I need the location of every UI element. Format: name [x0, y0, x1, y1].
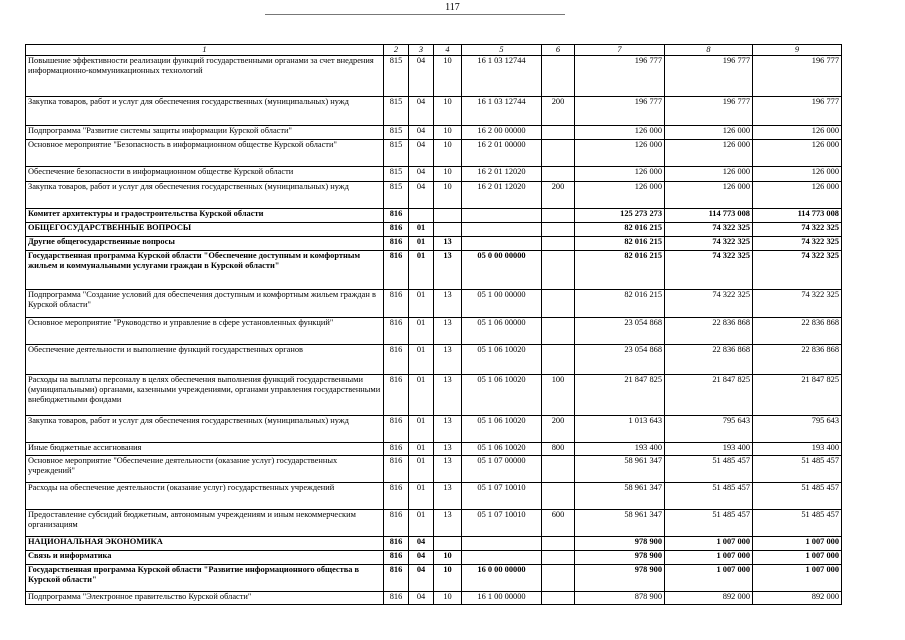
target-article-code: 05 1 06 10020: [462, 375, 542, 416]
section-code: 04: [409, 56, 434, 97]
amount-year-2: 126 000: [665, 126, 753, 140]
amount-year-1: 126 000: [575, 182, 665, 209]
ministry-code: 816: [384, 237, 409, 251]
table-row: [26, 318, 842, 345]
table-row: [26, 290, 842, 318]
ministry-code: 816: [384, 416, 409, 443]
expense-type-code: [542, 483, 575, 510]
amount-year-2: 196 777: [665, 97, 753, 126]
target-article-code: [462, 237, 542, 251]
table-row: [26, 416, 842, 443]
expense-type-code: [542, 251, 575, 290]
amount-year-2: 22 836 868: [665, 318, 753, 345]
amount-year-2: 22 836 868: [665, 345, 753, 375]
section-code: 01: [409, 510, 434, 537]
amount-year-1: 82 016 215: [575, 223, 665, 237]
amount-year-2: 51 485 457: [665, 510, 753, 537]
section-code: 04: [409, 140, 434, 167]
target-article-code: 05 1 07 10010: [462, 483, 542, 510]
amount-year-2: 74 322 325: [665, 223, 753, 237]
table-row: [26, 456, 842, 483]
amount-year-1: 82 016 215: [575, 237, 665, 251]
amount-year-2: 51 485 457: [665, 483, 753, 510]
table-row: [26, 565, 842, 592]
ministry-code: 815: [384, 167, 409, 182]
row-name: Расходы на выплаты персоналу в целях обеспечения выполнения функций государственными (муниципальными) органами, казенными учреждениями, органами управления государственными внебюджетными фондами: [26, 375, 384, 416]
row-name: Подпрограмма "Электронное правительство Курской области": [26, 592, 384, 605]
amount-year-2: 74 322 325: [665, 251, 753, 290]
section-code: 01: [409, 443, 434, 456]
target-article-code: 16 2 01 00000: [462, 140, 542, 167]
section-code: 01: [409, 318, 434, 345]
row-name: Связь и информатика: [26, 551, 384, 565]
subsection-code: 13: [434, 416, 462, 443]
row-name: Подпрограмма "Создание условий для обеспечения доступным и комфортным жильем граждан в Курской области": [26, 290, 384, 318]
amount-year-3: 196 777: [753, 97, 842, 126]
expense-type-code: [542, 126, 575, 140]
amount-year-3: 74 322 325: [753, 251, 842, 290]
subsection-code: [434, 537, 462, 551]
column-number-5: 5: [462, 45, 542, 56]
table-row: [26, 251, 842, 290]
ministry-code: 815: [384, 140, 409, 167]
expense-type-code: [542, 456, 575, 483]
table-row: [26, 483, 842, 510]
subsection-code: [434, 209, 462, 223]
amount-year-3: 126 000: [753, 140, 842, 167]
subsection-code: 10: [434, 565, 462, 592]
ministry-code: 816: [384, 565, 409, 592]
amount-year-1: 1 013 643: [575, 416, 665, 443]
section-code: 04: [409, 182, 434, 209]
row-name: Основное мероприятие "Безопасность в информационном обществе Курской области": [26, 140, 384, 167]
subsection-code: 13: [434, 237, 462, 251]
row-name: Подпрограмма "Развитие системы защиты информации Курской области": [26, 126, 384, 140]
section-code: 01: [409, 375, 434, 416]
amount-year-1: 21 847 825: [575, 375, 665, 416]
column-number-8: 8: [665, 45, 753, 56]
row-name: Комитет архитектуры и градостроительства Курской области: [26, 209, 384, 223]
row-name: Предоставление субсидий бюджетным, автономным учреждениям и иным некоммерческим организациям: [26, 510, 384, 537]
target-article-code: [462, 537, 542, 551]
row-name: Другие общегосударственные вопросы: [26, 237, 384, 251]
ministry-code: 816: [384, 209, 409, 223]
subsection-code: 10: [434, 551, 462, 565]
subsection-code: 13: [434, 318, 462, 345]
section-code: 01: [409, 456, 434, 483]
amount-year-2: 126 000: [665, 182, 753, 209]
table-row: [26, 97, 842, 126]
amount-year-1: 126 000: [575, 140, 665, 167]
target-article-code: 16 1 00 00000: [462, 592, 542, 605]
row-name: Закупка товаров, работ и услуг для обеспечения государственных (муниципальных) нужд: [26, 416, 384, 443]
ministry-code: 816: [384, 537, 409, 551]
target-article-code: 05 0 00 00000: [462, 251, 542, 290]
amount-year-1: 82 016 215: [575, 290, 665, 318]
amount-year-2: 795 643: [665, 416, 753, 443]
section-code: 01: [409, 483, 434, 510]
expense-type-code: [542, 565, 575, 592]
amount-year-3: 126 000: [753, 182, 842, 209]
subsection-code: 13: [434, 483, 462, 510]
ministry-code: 816: [384, 375, 409, 416]
target-article-code: 05 1 07 10010: [462, 510, 542, 537]
expense-type-code: [542, 318, 575, 345]
budget-table: [25, 44, 842, 605]
expense-type-code: [542, 56, 575, 97]
amount-year-2: 892 000: [665, 592, 753, 605]
subsection-code: 10: [434, 140, 462, 167]
section-code: 04: [409, 97, 434, 126]
amount-year-3: 22 836 868: [753, 318, 842, 345]
target-article-code: 16 0 00 00000: [462, 565, 542, 592]
table-row: [26, 345, 842, 375]
section-code: [409, 209, 434, 223]
ministry-code: 815: [384, 126, 409, 140]
row-name: Закупка товаров, работ и услуг для обеспечения государственных (муниципальных) нужд: [26, 182, 384, 209]
amount-year-3: 126 000: [753, 167, 842, 182]
amount-year-2: 1 007 000: [665, 551, 753, 565]
amount-year-3: 51 485 457: [753, 456, 842, 483]
subsection-code: 13: [434, 510, 462, 537]
amount-year-3: 1 007 000: [753, 551, 842, 565]
target-article-code: 16 2 00 00000: [462, 126, 542, 140]
amount-year-1: 125 273 273: [575, 209, 665, 223]
table-row: [26, 223, 842, 237]
row-name: Основное мероприятие "Обеспечение деятельности (оказание услуг) государственных учреждений": [26, 456, 384, 483]
subsection-code: 13: [434, 290, 462, 318]
table-row: [26, 375, 842, 416]
amount-year-3: 51 485 457: [753, 483, 842, 510]
amount-year-3: 196 777: [753, 56, 842, 97]
amount-year-3: 795 643: [753, 416, 842, 443]
expense-type-code: [542, 592, 575, 605]
amount-year-3: 22 836 868: [753, 345, 842, 375]
amount-year-3: 21 847 825: [753, 375, 842, 416]
amount-year-1: 126 000: [575, 167, 665, 182]
expense-type-code: [542, 551, 575, 565]
row-name: Основное мероприятие "Руководство и управление в сфере установленных функций": [26, 318, 384, 345]
row-name: НАЦИОНАЛЬНАЯ ЭКОНОМИКА: [26, 537, 384, 551]
column-number-9: 9: [753, 45, 842, 56]
section-code: 04: [409, 126, 434, 140]
section-code: 01: [409, 251, 434, 290]
amount-year-2: 1 007 000: [665, 565, 753, 592]
section-code: 01: [409, 237, 434, 251]
amount-year-1: 23 054 868: [575, 345, 665, 375]
table-row: [26, 126, 842, 140]
amount-year-2: 1 007 000: [665, 537, 753, 551]
row-name: Государственная программа Курской области "Развитие информационного общества в Курской области": [26, 565, 384, 592]
ministry-code: 815: [384, 182, 409, 209]
ministry-code: 816: [384, 592, 409, 605]
target-article-code: 16 1 03 12744: [462, 97, 542, 126]
row-name: Иные бюджетные ассигнования: [26, 443, 384, 456]
ministry-code: 816: [384, 223, 409, 237]
target-article-code: 05 1 07 00000: [462, 456, 542, 483]
amount-year-2: 126 000: [665, 167, 753, 182]
amount-year-3: 126 000: [753, 126, 842, 140]
ministry-code: 816: [384, 456, 409, 483]
ministry-code: 816: [384, 443, 409, 456]
target-article-code: 16 2 01 12020: [462, 182, 542, 209]
ministry-code: 816: [384, 551, 409, 565]
target-article-code: 05 1 06 10020: [462, 345, 542, 375]
column-number-1: 1: [26, 45, 384, 56]
amount-year-3: 1 007 000: [753, 565, 842, 592]
table-row: [26, 592, 842, 605]
subsection-code: 10: [434, 592, 462, 605]
expense-type-code: 200: [542, 97, 575, 126]
section-code: 01: [409, 345, 434, 375]
amount-year-3: 74 322 325: [753, 223, 842, 237]
subsection-code: [434, 223, 462, 237]
expense-type-code: [542, 237, 575, 251]
section-code: 04: [409, 551, 434, 565]
table-row: [26, 167, 842, 182]
amount-year-1: 978 900: [575, 537, 665, 551]
ministry-code: 816: [384, 510, 409, 537]
section-code: 01: [409, 223, 434, 237]
ministry-code: 815: [384, 56, 409, 97]
row-name: Государственная программа Курской области "Обеспечение доступным и комфортным жильем и коммунальными услугами граждан в Курской области": [26, 251, 384, 290]
row-name: Расходы на обеспечение деятельности (оказание услуг) государственных учреждений: [26, 483, 384, 510]
target-article-code: 16 1 03 12744: [462, 56, 542, 97]
table-row: [26, 237, 842, 251]
expense-type-code: [542, 209, 575, 223]
expense-type-code: 800: [542, 443, 575, 456]
expense-type-code: [542, 167, 575, 182]
expense-type-code: 200: [542, 416, 575, 443]
column-number-7: 7: [575, 45, 665, 56]
target-article-code: [462, 209, 542, 223]
amount-year-1: 196 777: [575, 97, 665, 126]
section-code: 04: [409, 592, 434, 605]
amount-year-3: 51 485 457: [753, 510, 842, 537]
section-code: 01: [409, 290, 434, 318]
target-article-code: [462, 551, 542, 565]
amount-year-2: 126 000: [665, 140, 753, 167]
amount-year-2: 196 777: [665, 56, 753, 97]
table-row: [26, 443, 842, 456]
header-rule: [265, 14, 565, 15]
expense-type-code: [542, 140, 575, 167]
subsection-code: 13: [434, 251, 462, 290]
table-row: [26, 140, 842, 167]
table-row: [26, 209, 842, 223]
subsection-code: 13: [434, 443, 462, 456]
amount-year-2: 193 400: [665, 443, 753, 456]
amount-year-1: 193 400: [575, 443, 665, 456]
subsection-code: 10: [434, 97, 462, 126]
ministry-code: 816: [384, 290, 409, 318]
table-row: [26, 537, 842, 551]
amount-year-1: 58 961 347: [575, 510, 665, 537]
amount-year-1: 126 000: [575, 126, 665, 140]
amount-year-2: 21 847 825: [665, 375, 753, 416]
column-number-6: 6: [542, 45, 575, 56]
expense-type-code: 100: [542, 375, 575, 416]
column-number-4: 4: [434, 45, 462, 56]
expense-type-code: [542, 223, 575, 237]
amount-year-2: 114 773 008: [665, 209, 753, 223]
amount-year-1: 978 900: [575, 551, 665, 565]
subsection-code: 10: [434, 182, 462, 209]
amount-year-3: 74 322 325: [753, 290, 842, 318]
row-name: Закупка товаров, работ и услуг для обеспечения государственных (муниципальных) нужд: [26, 97, 384, 126]
subsection-code: 13: [434, 345, 462, 375]
section-code: 04: [409, 565, 434, 592]
section-code: 04: [409, 167, 434, 182]
ministry-code: 816: [384, 318, 409, 345]
column-number-2: 2: [384, 45, 409, 56]
expense-type-code: 200: [542, 182, 575, 209]
subsection-code: 10: [434, 167, 462, 182]
amount-year-1: 23 054 868: [575, 318, 665, 345]
target-article-code: 05 1 06 00000: [462, 318, 542, 345]
subsection-code: 10: [434, 56, 462, 97]
section-code: 01: [409, 416, 434, 443]
ministry-code: 816: [384, 345, 409, 375]
amount-year-2: 74 322 325: [665, 237, 753, 251]
amount-year-1: 196 777: [575, 56, 665, 97]
target-article-code: 05 1 06 10020: [462, 416, 542, 443]
row-name: ОБЩЕГОСУДАРСТВЕННЫЕ ВОПРОСЫ: [26, 223, 384, 237]
target-article-code: 05 1 06 10020: [462, 443, 542, 456]
ministry-code: 816: [384, 483, 409, 510]
amount-year-3: 74 322 325: [753, 237, 842, 251]
expense-type-code: [542, 290, 575, 318]
amount-year-1: 82 016 215: [575, 251, 665, 290]
amount-year-2: 51 485 457: [665, 456, 753, 483]
ministry-code: 815: [384, 97, 409, 126]
row-name: Обеспечение деятельности и выполнение функций государственных органов: [26, 345, 384, 375]
row-name: Обеспечение безопасности в информационном обществе Курской области: [26, 167, 384, 182]
table-row: [26, 551, 842, 565]
table-row: [26, 182, 842, 209]
row-name: Повышение эффективности реализации функций государственными органами за счет внедрения информационно-коммуникационных технологий: [26, 56, 384, 97]
expense-type-code: [542, 345, 575, 375]
target-article-code: 16 2 01 12020: [462, 167, 542, 182]
amount-year-1: 978 900: [575, 565, 665, 592]
table-row: [26, 510, 842, 537]
amount-year-2: 74 322 325: [665, 290, 753, 318]
ministry-code: 816: [384, 251, 409, 290]
table-row: [26, 56, 842, 97]
amount-year-3: 892 000: [753, 592, 842, 605]
amount-year-3: 1 007 000: [753, 537, 842, 551]
page-number: 117: [445, 2, 460, 13]
amount-year-1: 878 900: [575, 592, 665, 605]
expense-type-code: [542, 537, 575, 551]
column-number-3: 3: [409, 45, 434, 56]
subsection-code: 13: [434, 456, 462, 483]
target-article-code: [462, 223, 542, 237]
column-numbers-row: [26, 45, 842, 56]
target-article-code: 05 1 00 00000: [462, 290, 542, 318]
section-code: 04: [409, 537, 434, 551]
amount-year-1: 58 961 347: [575, 456, 665, 483]
subsection-code: 10: [434, 126, 462, 140]
amount-year-3: 193 400: [753, 443, 842, 456]
amount-year-1: 58 961 347: [575, 483, 665, 510]
subsection-code: 13: [434, 375, 462, 416]
amount-year-3: 114 773 008: [753, 209, 842, 223]
expense-type-code: 600: [542, 510, 575, 537]
